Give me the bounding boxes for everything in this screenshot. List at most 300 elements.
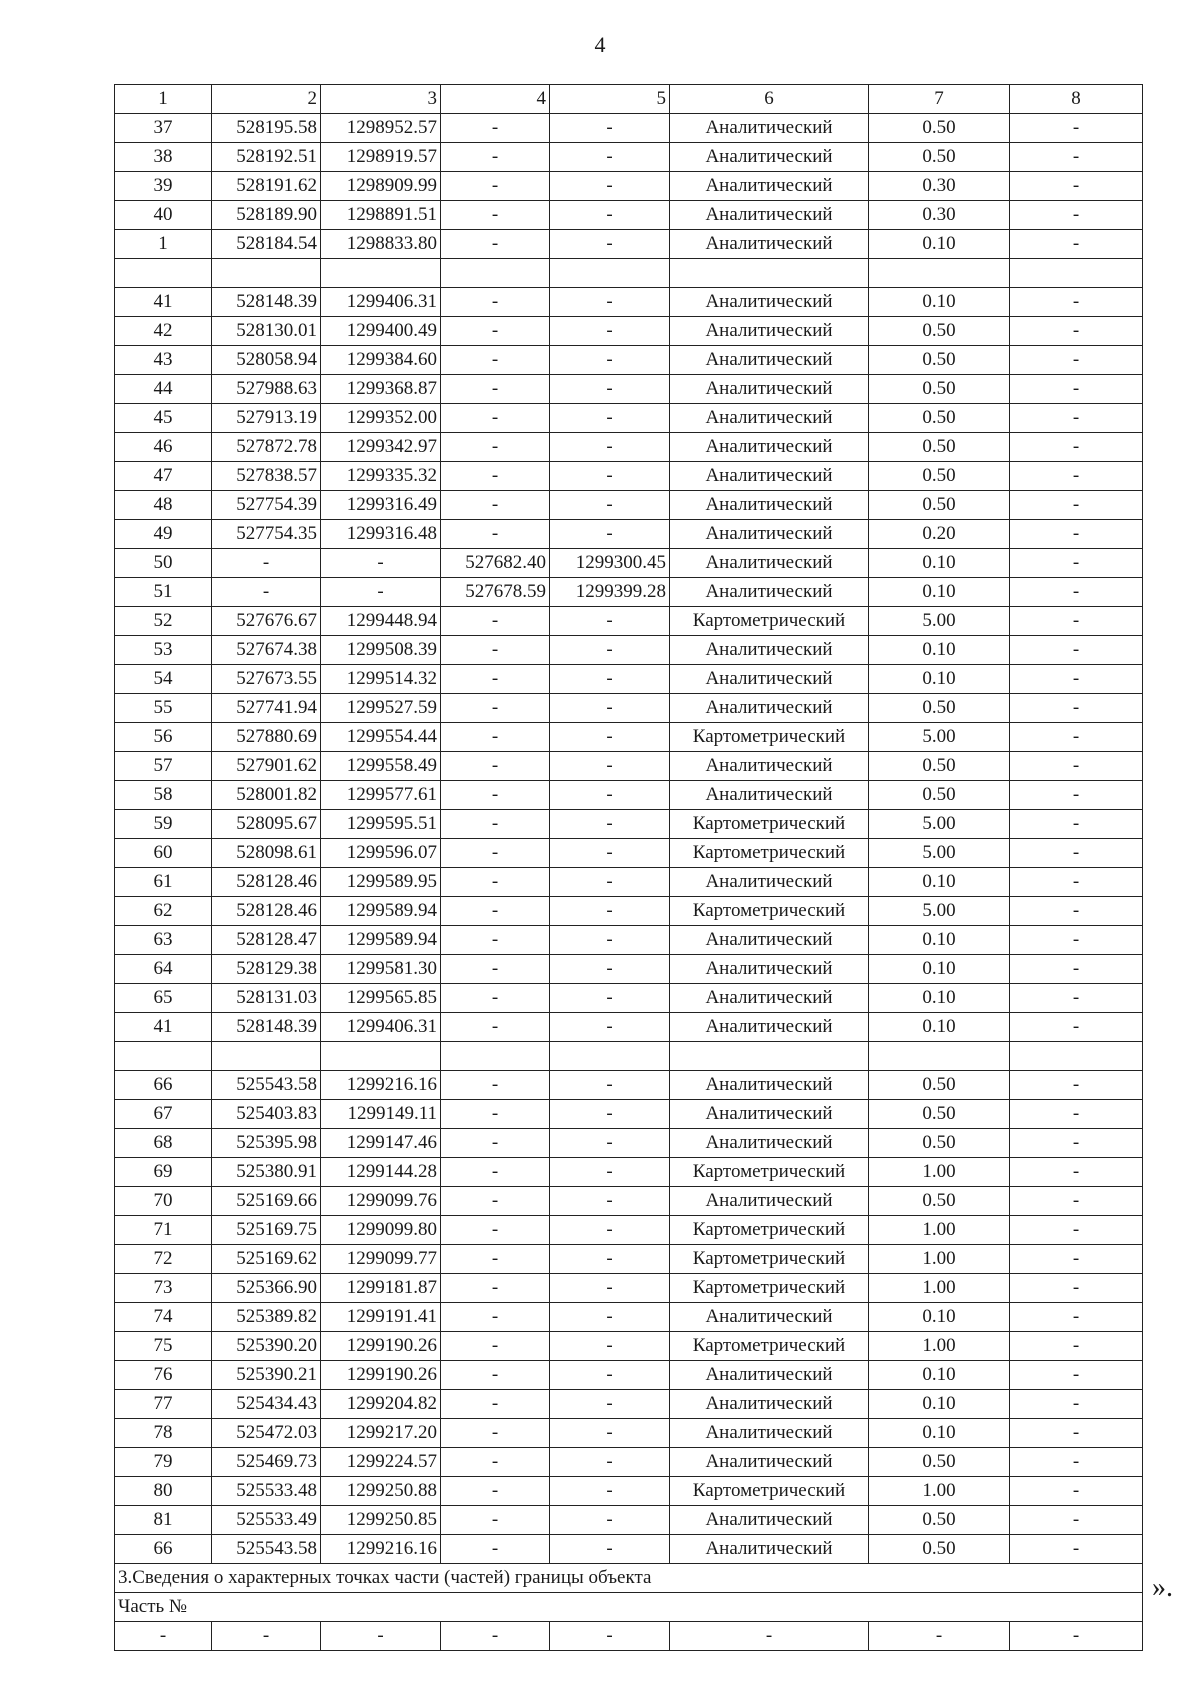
- empty-cell: [441, 1042, 550, 1071]
- table-cell-col-4: -: [441, 1100, 550, 1129]
- table-cell-col-5: -: [550, 288, 670, 317]
- table-cell-col-5: -: [550, 955, 670, 984]
- table-cell-col-7: 5.00: [869, 839, 1010, 868]
- table-cell-col-6: Аналитический: [670, 578, 869, 607]
- table-cell-col-1: 66: [115, 1071, 212, 1100]
- table-cell-col-6: Картометрический: [670, 1477, 869, 1506]
- table-cell-col-5: -: [550, 926, 670, 955]
- table-row: [115, 288, 1143, 317]
- table-cell-col-8: -: [1010, 1158, 1143, 1187]
- table-cell-col-4: -: [441, 607, 550, 636]
- table-cell-col-3: 1299099.80: [321, 1216, 441, 1245]
- empty-cell: [550, 1042, 670, 1071]
- table-cell-col-4: -: [441, 810, 550, 839]
- table-cell-col-1: -: [115, 1622, 212, 1651]
- table-cell-col-7: 0.50: [869, 694, 1010, 723]
- empty-cell: [115, 1042, 212, 1071]
- table-cell-col-1: 41: [115, 288, 212, 317]
- table-cell-col-5: -: [550, 1448, 670, 1477]
- table-cell-col-3: 1299558.49: [321, 752, 441, 781]
- table-row: [115, 607, 1143, 636]
- table-cell-col-7: 0.50: [869, 752, 1010, 781]
- table-cell-col-8: -: [1010, 1013, 1143, 1042]
- table-cell-col-6: Картометрический: [670, 1158, 869, 1187]
- table-row: [115, 694, 1143, 723]
- table-cell-col-6: Аналитический: [670, 955, 869, 984]
- table-cell-col-6: Аналитический: [670, 665, 869, 694]
- table-cell-col-2: 528184.54: [212, 230, 321, 259]
- table-cell-col-1: 52: [115, 607, 212, 636]
- table-cell-col-2: 525169.75: [212, 1216, 321, 1245]
- table-cell-col-4: -: [441, 752, 550, 781]
- table-cell-col-5: -: [550, 1013, 670, 1042]
- table-cell-col-7: -: [869, 1622, 1010, 1651]
- table-row: [115, 172, 1143, 201]
- table-cell-col-1: 65: [115, 984, 212, 1013]
- table-row: [115, 1419, 1143, 1448]
- table-cell-col-1: 49: [115, 520, 212, 549]
- table-cell-col-5: -: [550, 1303, 670, 1332]
- table-cell-col-5: -: [550, 1332, 670, 1361]
- table-cell-col-5: -: [550, 230, 670, 259]
- table-row: [115, 317, 1143, 346]
- table-cell-col-7: 0.50: [869, 404, 1010, 433]
- table-cell-col-7: 0.50: [869, 1129, 1010, 1158]
- table-cell-col-8: -: [1010, 1361, 1143, 1390]
- page-number: 4: [594, 32, 606, 57]
- table-cell-col-3: 1299250.88: [321, 1477, 441, 1506]
- table-cell-col-2: 528001.82: [212, 781, 321, 810]
- table-cell-col-4: 4: [441, 85, 550, 114]
- table-cell-col-6: Аналитический: [670, 984, 869, 1013]
- table-cell-col-6: Аналитический: [670, 781, 869, 810]
- table-cell-col-7: 0.10: [869, 868, 1010, 897]
- table-cell-col-3: 1299204.82: [321, 1390, 441, 1419]
- table-cell-col-8: -: [1010, 375, 1143, 404]
- table-cell-col-7: 7: [869, 85, 1010, 114]
- table-cell-col-6: Аналитический: [670, 491, 869, 520]
- table-cell-col-4: -: [441, 404, 550, 433]
- table-cell-col-4: -: [441, 868, 550, 897]
- table-cell-col-7: 0.50: [869, 1071, 1010, 1100]
- empty-cell: [321, 259, 441, 288]
- table-cell-col-2: 528128.47: [212, 926, 321, 955]
- table-cell-col-4: -: [441, 955, 550, 984]
- table-cell-col-1: 42: [115, 317, 212, 346]
- table-cell-col-7: 5.00: [869, 897, 1010, 926]
- table-cell-col-3: 1299191.41: [321, 1303, 441, 1332]
- table-cell-col-2: 528129.38: [212, 955, 321, 984]
- table-cell-col-1: 55: [115, 694, 212, 723]
- table-cell-col-3: 1299581.30: [321, 955, 441, 984]
- table-cell-col-5: -: [550, 462, 670, 491]
- table-cell-col-3: 1299352.00: [321, 404, 441, 433]
- table-cell-col-4: -: [441, 1187, 550, 1216]
- table-cell-col-3: 1299316.49: [321, 491, 441, 520]
- empty-cell: [1010, 1042, 1143, 1071]
- table-row: [115, 230, 1143, 259]
- table-cell-col-7: 0.10: [869, 288, 1010, 317]
- table-cell-col-2: 525380.91: [212, 1158, 321, 1187]
- empty-cell: [670, 1042, 869, 1071]
- table-row: [115, 636, 1143, 665]
- table-cell-col-4: -: [441, 1477, 550, 1506]
- table-cell-col-2: 527754.35: [212, 520, 321, 549]
- table-row: [115, 1448, 1143, 1477]
- table-cell-col-3: -: [321, 549, 441, 578]
- empty-cell: [670, 259, 869, 288]
- table-cell-col-6: Аналитический: [670, 1071, 869, 1100]
- table-cell-col-8: -: [1010, 317, 1143, 346]
- table-cell-col-7: 0.10: [869, 1013, 1010, 1042]
- table-cell-col-4: -: [441, 1158, 550, 1187]
- table-cell-col-4: -: [441, 317, 550, 346]
- table-cell-col-7: 1.00: [869, 1158, 1010, 1187]
- table-cell-col-6: Аналитический: [670, 520, 869, 549]
- table-cell-col-6: Аналитический: [670, 201, 869, 230]
- table-cell-col-6: Картометрический: [670, 810, 869, 839]
- table-cell-col-2: 528191.62: [212, 172, 321, 201]
- table-cell-col-1: 44: [115, 375, 212, 404]
- table-cell-col-6: Картометрический: [670, 723, 869, 752]
- table-row: [115, 897, 1143, 926]
- table-cell-col-8: -: [1010, 172, 1143, 201]
- table-cell-col-1: 1: [115, 85, 212, 114]
- table-cell-col-5: -: [550, 607, 670, 636]
- table-cell-col-7: 0.50: [869, 433, 1010, 462]
- table-cell-col-5: -: [550, 1477, 670, 1506]
- table-cell-col-3: 1298952.57: [321, 114, 441, 143]
- table-cell-col-5: -: [550, 694, 670, 723]
- table-cell-col-6: Аналитический: [670, 694, 869, 723]
- table-cell-col-8: -: [1010, 549, 1143, 578]
- empty-cell: [321, 1042, 441, 1071]
- table-cell-col-4: -: [441, 694, 550, 723]
- table-cell-col-2: 528130.01: [212, 317, 321, 346]
- table-cell-col-4: -: [441, 926, 550, 955]
- table-row: [115, 1303, 1143, 1332]
- table-cell-col-5: -: [550, 375, 670, 404]
- table-cell-col-7: 0.10: [869, 636, 1010, 665]
- table-cell-col-6: Картометрический: [670, 839, 869, 868]
- table-cell-col-6: Аналитический: [670, 230, 869, 259]
- part-label-row: [115, 1593, 1143, 1622]
- table-cell-col-5: -: [550, 114, 670, 143]
- table-cell-col-1: 67: [115, 1100, 212, 1129]
- table-cell-col-4: -: [441, 1622, 550, 1651]
- table-cell-col-5: -: [550, 810, 670, 839]
- table-cell-col-8: -: [1010, 288, 1143, 317]
- table-cell-col-1: 47: [115, 462, 212, 491]
- table-cell-col-8: -: [1010, 897, 1143, 926]
- table-cell-col-1: 45: [115, 404, 212, 433]
- table-cell-col-6: Аналитический: [670, 462, 869, 491]
- table-cell-col-6: Аналитический: [670, 1361, 869, 1390]
- table-cell-col-7: 0.50: [869, 1506, 1010, 1535]
- table-cell-col-6: Аналитический: [670, 636, 869, 665]
- table-cell-col-4: -: [441, 665, 550, 694]
- table-cell-col-3: 1299448.94: [321, 607, 441, 636]
- table-cell-col-6: Аналитический: [670, 346, 869, 375]
- empty-cell: [869, 259, 1010, 288]
- table-cell-col-3: -: [321, 578, 441, 607]
- table-cell-col-4: -: [441, 1129, 550, 1158]
- table-cell-col-3: 1298891.51: [321, 201, 441, 230]
- table-cell-col-2: 525472.03: [212, 1419, 321, 1448]
- table-separator-row: [115, 1042, 1143, 1071]
- table-cell-col-7: 1.00: [869, 1274, 1010, 1303]
- table-cell-col-5: -: [550, 1071, 670, 1100]
- table-cell-col-6: Картометрический: [670, 1216, 869, 1245]
- table-cell-col-5: -: [550, 1274, 670, 1303]
- table-cell-col-2: 527901.62: [212, 752, 321, 781]
- table-cell-col-3: 1299368.87: [321, 375, 441, 404]
- table-cell-col-8: -: [1010, 926, 1143, 955]
- table-cell-col-7: 1.00: [869, 1245, 1010, 1274]
- table-cell-col-2: 528189.90: [212, 201, 321, 230]
- table-cell-col-1: 50: [115, 549, 212, 578]
- table-cell-col-1: 81: [115, 1506, 212, 1535]
- table-row: [115, 143, 1143, 172]
- table-cell-col-1: 61: [115, 868, 212, 897]
- table-cell-col-1: 66: [115, 1535, 212, 1564]
- table-cell-col-8: -: [1010, 1303, 1143, 1332]
- table-cell-col-4: -: [441, 346, 550, 375]
- table-cell-col-1: 54: [115, 665, 212, 694]
- table-cell-col-8: -: [1010, 607, 1143, 636]
- table-cell-col-4: -: [441, 897, 550, 926]
- table-cell-col-8: -: [1010, 781, 1143, 810]
- table-cell-col-8: -: [1010, 810, 1143, 839]
- table-cell-col-3: 1299527.59: [321, 694, 441, 723]
- table-cell-col-8: -: [1010, 1071, 1143, 1100]
- table-cell-col-4: -: [441, 433, 550, 462]
- table-cell-col-4: 527678.59: [441, 578, 550, 607]
- table-cell-col-8: -: [1010, 868, 1143, 897]
- table-cell-col-8: -: [1010, 1390, 1143, 1419]
- table-cell-col-2: 525533.48: [212, 1477, 321, 1506]
- table-cell-col-2: 528128.46: [212, 868, 321, 897]
- table-cell-col-2: 525169.66: [212, 1187, 321, 1216]
- table-cell-col-2: 525390.20: [212, 1332, 321, 1361]
- empty-cell: [869, 1042, 1010, 1071]
- table-cell-col-2: 528195.58: [212, 114, 321, 143]
- table-cell-col-3: 1299099.77: [321, 1245, 441, 1274]
- table-cell-col-1: 64: [115, 955, 212, 984]
- table-cell-col-3: 1298833.80: [321, 230, 441, 259]
- table-cell-col-7: 0.10: [869, 1419, 1010, 1448]
- table-row: [115, 520, 1143, 549]
- table-row: [115, 868, 1143, 897]
- table-cell-col-3: 1299190.26: [321, 1361, 441, 1390]
- table-cell-col-6: Аналитический: [670, 288, 869, 317]
- table-cell-col-7: 1.00: [869, 1332, 1010, 1361]
- table-cell-col-5: 1299399.28: [550, 578, 670, 607]
- table-row: [115, 346, 1143, 375]
- table-cell-col-7: 0.50: [869, 781, 1010, 810]
- table-cell-col-8: -: [1010, 1129, 1143, 1158]
- table-cell-col-7: 0.50: [869, 1448, 1010, 1477]
- table-cell-col-7: 0.50: [869, 317, 1010, 346]
- table-cell-col-8: -: [1010, 462, 1143, 491]
- table-cell-col-3: 1299596.07: [321, 839, 441, 868]
- table-cell-col-1: 80: [115, 1477, 212, 1506]
- table-row: [115, 1158, 1143, 1187]
- table-cell-col-4: -: [441, 1013, 550, 1042]
- table-cell-col-8: -: [1010, 984, 1143, 1013]
- table-cell-col-8: -: [1010, 520, 1143, 549]
- table-cell-col-8: -: [1010, 1100, 1143, 1129]
- table-cell-col-3: 3: [321, 85, 441, 114]
- table-cell-col-7: 0.50: [869, 346, 1010, 375]
- table-cell-col-1: 43: [115, 346, 212, 375]
- table-row: [115, 491, 1143, 520]
- table-cell-col-5: -: [550, 520, 670, 549]
- table-cell-col-2: 525169.62: [212, 1245, 321, 1274]
- table-cell-col-5: -: [550, 346, 670, 375]
- table-cell-col-5: -: [550, 723, 670, 752]
- table-cell-col-2: -: [212, 549, 321, 578]
- empty-cell: [1010, 259, 1143, 288]
- table-cell-col-5: -: [550, 1506, 670, 1535]
- table-cell-col-7: 1.00: [869, 1477, 1010, 1506]
- table-cell-col-8: -: [1010, 636, 1143, 665]
- table-cell-col-7: 0.50: [869, 1535, 1010, 1564]
- table-cell-col-7: 0.10: [869, 578, 1010, 607]
- table-cell-col-2: 525389.82: [212, 1303, 321, 1332]
- table-cell-col-1: 60: [115, 839, 212, 868]
- table-cell-col-5: -: [550, 781, 670, 810]
- empty-cell: [550, 259, 670, 288]
- table-cell-col-4: -: [441, 230, 550, 259]
- table-cell-col-4: -: [441, 462, 550, 491]
- table-cell-col-4: -: [441, 1448, 550, 1477]
- table-cell-col-8: -: [1010, 491, 1143, 520]
- table-cell-col-7: 0.50: [869, 375, 1010, 404]
- table-cell-col-2: 527988.63: [212, 375, 321, 404]
- table-cell-col-1: 57: [115, 752, 212, 781]
- table-cell-col-6: Аналитический: [670, 433, 869, 462]
- table-row: [115, 1332, 1143, 1361]
- table-cell-col-8: -: [1010, 230, 1143, 259]
- table-cell-col-2: 528131.03: [212, 984, 321, 1013]
- table-cell-col-8: -: [1010, 723, 1143, 752]
- table-cell-col-1: 75: [115, 1332, 212, 1361]
- section-title: 3.Сведения о характерных точках части (частей) границы объекта: [115, 1564, 1143, 1593]
- table-cell-col-6: Аналитический: [670, 143, 869, 172]
- table-cell-col-5: -: [550, 433, 670, 462]
- table-cell-col-6: Аналитический: [670, 1100, 869, 1129]
- table-cell-col-3: 1299216.16: [321, 1071, 441, 1100]
- table-cell-col-2: 527872.78: [212, 433, 321, 462]
- table-row: [115, 1245, 1143, 1274]
- table-cell-col-6: -: [670, 1622, 869, 1651]
- table-cell-col-8: -: [1010, 1477, 1143, 1506]
- table-header-row: [115, 85, 1143, 114]
- table-row: [115, 114, 1143, 143]
- table-cell-col-7: 0.10: [869, 230, 1010, 259]
- table-cell-col-8: -: [1010, 1506, 1143, 1535]
- table-cell-col-1: 37: [115, 114, 212, 143]
- table-cell-col-5: 5: [550, 85, 670, 114]
- table-cell-col-3: 1299589.95: [321, 868, 441, 897]
- table-cell-col-7: 0.50: [869, 1187, 1010, 1216]
- table-cell-col-3: 1299589.94: [321, 897, 441, 926]
- table-cell-col-1: 56: [115, 723, 212, 752]
- table-cell-col-2: 525543.58: [212, 1535, 321, 1564]
- table-cell-col-5: -: [550, 1361, 670, 1390]
- table-cell-col-1: 70: [115, 1187, 212, 1216]
- table-cell-col-3: 1299147.46: [321, 1129, 441, 1158]
- table-cell-col-7: 0.10: [869, 955, 1010, 984]
- table-cell-col-2: 525403.83: [212, 1100, 321, 1129]
- table-cell-col-4: -: [441, 201, 550, 230]
- table-cell-col-3: 1299250.85: [321, 1506, 441, 1535]
- table-cell-col-8: -: [1010, 1216, 1143, 1245]
- table-cell-col-1: 41: [115, 1013, 212, 1042]
- table-cell-col-1: 76: [115, 1361, 212, 1390]
- table-cell-col-5: -: [550, 1419, 670, 1448]
- table-cell-col-3: 1299190.26: [321, 1332, 441, 1361]
- table-cell-col-5: -: [550, 839, 670, 868]
- table-row: [115, 955, 1143, 984]
- table-cell-col-2: 525434.43: [212, 1390, 321, 1419]
- table-cell-col-3: 1299508.39: [321, 636, 441, 665]
- table-cell-col-7: 0.30: [869, 172, 1010, 201]
- table-cell-col-3: 1298909.99: [321, 172, 441, 201]
- table-cell-col-7: 0.50: [869, 114, 1010, 143]
- table-cell-col-7: 0.10: [869, 549, 1010, 578]
- table-cell-col-2: 528148.39: [212, 288, 321, 317]
- table-cell-col-5: -: [550, 984, 670, 1013]
- table-cell-col-4: -: [441, 1245, 550, 1274]
- table-cell-col-3: 1299400.49: [321, 317, 441, 346]
- table-cell-col-4: -: [441, 1506, 550, 1535]
- table-cell-col-5: -: [550, 491, 670, 520]
- table-cell-col-6: Аналитический: [670, 404, 869, 433]
- table-cell-col-3: 1299217.20: [321, 1419, 441, 1448]
- table-row: [115, 1390, 1143, 1419]
- table-cell-col-3: 1299342.97: [321, 433, 441, 462]
- table-cell-col-5: -: [550, 1622, 670, 1651]
- table-cell-col-4: -: [441, 1274, 550, 1303]
- table-cell-col-6: Аналитический: [670, 1506, 869, 1535]
- table-cell-col-7: 0.10: [869, 984, 1010, 1013]
- table-row: [115, 723, 1143, 752]
- table-cell-col-7: 0.50: [869, 462, 1010, 491]
- table-cell-col-5: -: [550, 752, 670, 781]
- table-cell-col-3: 1299577.61: [321, 781, 441, 810]
- table-cell-col-4: -: [441, 520, 550, 549]
- table-cell-col-5: -: [550, 1535, 670, 1564]
- table-cell-col-1: 71: [115, 1216, 212, 1245]
- table-cell-col-7: 0.10: [869, 1390, 1010, 1419]
- table-row: [115, 433, 1143, 462]
- table-cell-col-4: -: [441, 288, 550, 317]
- table-cell-col-2: 528098.61: [212, 839, 321, 868]
- table-cell-col-4: -: [441, 1303, 550, 1332]
- table-row: [115, 839, 1143, 868]
- table-cell-col-8: -: [1010, 404, 1143, 433]
- table-cell-col-7: 5.00: [869, 810, 1010, 839]
- table-cell-col-1: 62: [115, 897, 212, 926]
- table-cell-col-4: -: [441, 1332, 550, 1361]
- table-cell-col-1: 53: [115, 636, 212, 665]
- table-row: [115, 1274, 1143, 1303]
- table-row: [115, 1129, 1143, 1158]
- table-cell-col-5: -: [550, 665, 670, 694]
- table-row: [115, 462, 1143, 491]
